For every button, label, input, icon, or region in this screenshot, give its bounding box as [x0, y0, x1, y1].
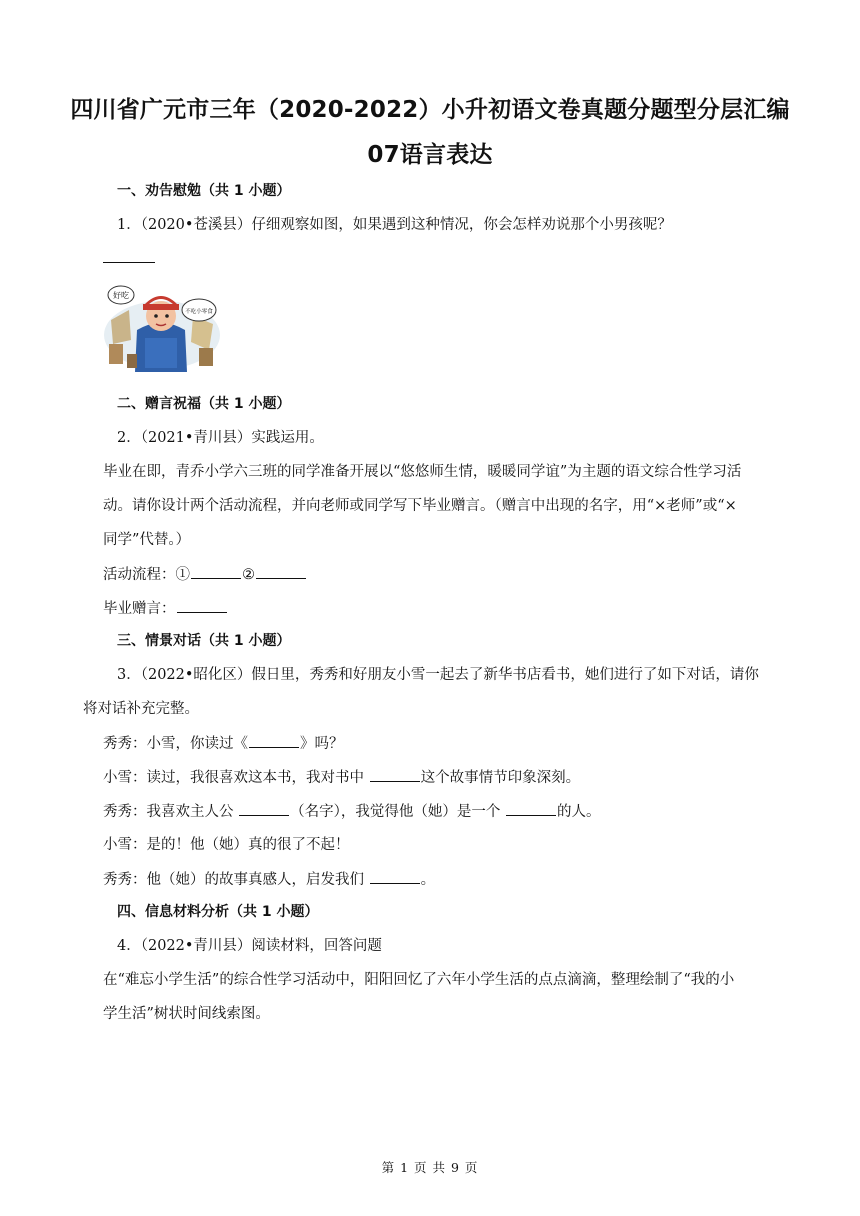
- page-footer: 第 1 页 共 9 页: [381, 1160, 479, 1175]
- dialogue-2-text-b: 这个故事情节印象深刻。: [420, 770, 581, 786]
- activity-flow-blank-1: [191, 564, 241, 579]
- dialogue-5-text-a: 秀秀：他（她）的故事真感人，启发我们: [103, 872, 369, 888]
- question-3-header-line-2: 将对话补充完整。: [83, 701, 199, 717]
- dialogue-1-blank: [249, 733, 299, 748]
- activity-flow-line: [103, 564, 307, 585]
- graduation-message-line: [103, 598, 228, 619]
- dialogue-1-text-b: 》吗？: [300, 736, 344, 752]
- dialogue-2-text-a: 小雪：读过，我很喜欢这本书，我对书中: [103, 770, 369, 786]
- dialogue-5-blank: [370, 869, 420, 884]
- boy-snacks-illustration: [101, 280, 223, 375]
- answer-blank-q1: [103, 262, 155, 263]
- section-heading-3: 三、情景对话（共 1 小题）: [117, 633, 291, 649]
- question-4-paragraph-line-1: 在“难忘小学生活”的综合性学习活动中，阳阳回忆了六年小学生活的点点滴滴，整理绘制了“我的小: [103, 972, 735, 988]
- question-4-header: 4．（2022•青川县）阅读材料，回答问题: [117, 938, 382, 954]
- dialogue-line-3: [103, 801, 600, 822]
- bubble-left-text: 好吃: [113, 291, 129, 300]
- dialogue-3-text-c: 的人。: [556, 804, 601, 820]
- document-title-line-2: 07语言表达: [367, 142, 493, 168]
- question-4-paragraph-line-2: 学生活”树状时间线索图。: [103, 1006, 270, 1022]
- activity-flow-marker-2: ②: [242, 567, 255, 583]
- activity-flow-blank-2: [256, 564, 306, 579]
- graduation-message-blank: [177, 598, 227, 613]
- activity-flow-label: 活动流程：①: [103, 567, 190, 583]
- bubble-right-text: 不吃小零食: [185, 309, 213, 315]
- dialogue-line-4: 小雪：是的！他（她）真的很了不起！: [103, 837, 350, 853]
- dialogue-5-text-b: 。: [420, 872, 436, 888]
- dialogue-3-blank-1: [239, 801, 289, 816]
- section-heading-2: 二、赠言祝福（共 1 小题）: [117, 396, 291, 412]
- dialogue-3-text-b: （名字），我觉得他（她）是一个: [290, 804, 505, 820]
- dialogue-3-text-a: 秀秀：我喜欢主人公: [103, 804, 239, 820]
- document-title-line-1: 四川省广元市三年（2020-2022）小升初语文卷真题分题型分层汇编: [70, 97, 790, 123]
- question-2-paragraph-line-1: 毕业在即，青乔小学六三班的同学准备开展以“悠悠师生情，暖暖同学谊”为主题的语文综合性学习活: [103, 464, 742, 480]
- section-heading-1: 一、劝告慰勉（共 1 小题）: [117, 183, 291, 199]
- question-3-header-line-1: 3．（2022•昭化区）假日里，秀秀和好朋友小雪一起去了新华书店看书，她们进行了如下对话，请你: [117, 667, 759, 683]
- dialogue-line-1: [103, 733, 344, 754]
- dialogue-1-text-a: 秀秀：小雪，你读过《: [103, 736, 248, 752]
- question-1-text: 1．（2020•苍溪县）仔细观察如图，如果遇到这种情况，你会怎样劝说那个小男孩呢？: [117, 217, 672, 233]
- section-heading-4: 四、信息材料分析（共 1 小题）: [117, 904, 319, 920]
- dialogue-line-2: [103, 767, 580, 788]
- dialogue-2-blank: [370, 767, 420, 782]
- question-2-paragraph-line-2: 动。请你设计两个活动流程，并向老师或同学写下毕业赠言。（赠言中出现的名字，用“×老师”或“×: [103, 498, 737, 514]
- question-2-paragraph-line-3: 同学”代替。）: [103, 532, 191, 548]
- question-2-header: 2．（2021•青川县）实践运用。: [117, 430, 324, 446]
- dialogue-line-5: [103, 869, 435, 890]
- dialogue-3-blank-2: [506, 801, 556, 816]
- graduation-message-label: 毕业赠言：: [103, 601, 176, 617]
